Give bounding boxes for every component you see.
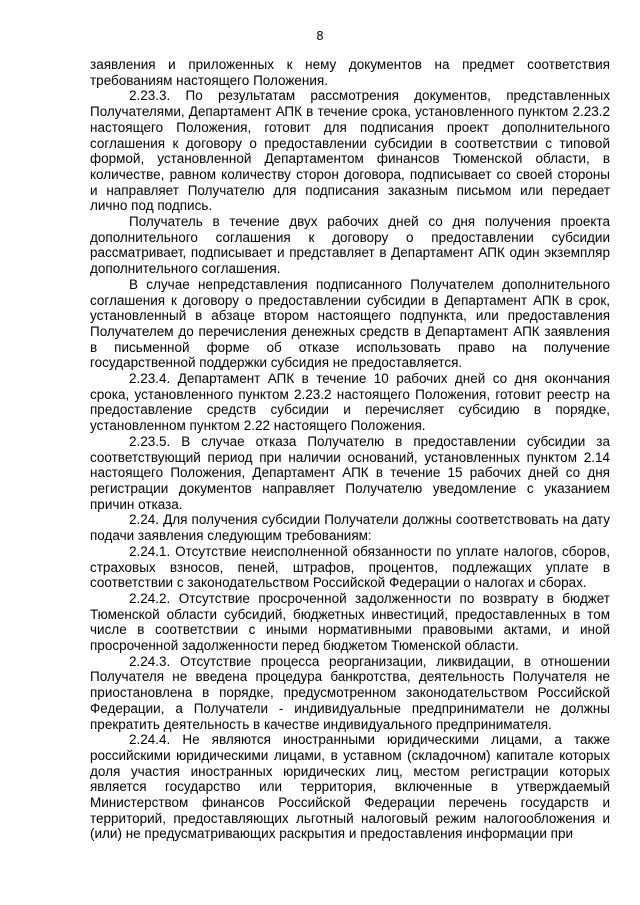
paragraph: заявления и приложенных к нему документов на предмет соответствия требованиям настоящего Положения. bbox=[90, 57, 610, 88]
paragraph: 2.23.4. Департамент АПК в течение 10 рабочих дней со дня окончания срока, установленного пунктом 2.23.2 настоящего Положения, готовит реестр на предоставление средств субсидии и перечисляет субсидию в порядке, установленном пунктом 2.22 настоящего Положения. bbox=[90, 371, 610, 434]
paragraph: В случае непредставления подписанного Получателем дополнительного соглашения к договору о предоставлении субсидии в Департамент АПК в срок, установленный в абзаце втором настоящего подпункта, или предоставления Получателем до перечисления денежных средств в Департамент АПК заявления в письменной форме об отказе использовать право на получение государственной поддержки субсидия не предоставляется. bbox=[90, 276, 610, 371]
paragraph: 2.24.3. Отсутствие процесса реорганизации, ликвидации, в отношении Получателя не введена процедура банкротства, деятельность Получателя не приостановлена в порядке, предусмотренном законодательством Российской Федерации, а Получатели - индивидуальные предприниматели не должны прекратить деятельность в качестве индивидуального предпринимателя. bbox=[90, 653, 610, 732]
paragraph: 2.23.5. В случае отказа Получателю в предоставлении субсидии за соответствующий период при наличии оснований, установленных пунктом 2.14 настоящего Положения, Департамент АПК в течение 15 рабочих дней со дня регистрации документов направляет Получателю уведомление с указанием причин отказа. bbox=[90, 433, 610, 512]
page-number: 8 bbox=[316, 29, 324, 43]
paragraph: 2.24.4. Не являются иностранными юридическими лицами, а также российскими юридическими лицами, в уставном (складочном) капитале которых доля участия иностранных юридических лиц, местом регистрации которых является государство или территория, включенные в утверждаемый Министерством финансов Российской Федерации перечень государств и территорий, предоставляющих льготный налоговый режим налогообложения и (или) не предусматривающих раскрытия и предоставления информации при bbox=[90, 732, 610, 842]
paragraph: 2.24. Для получения субсидии Получатели должны соответствовать на дату подачи заявления следующим требованиям: bbox=[90, 512, 610, 544]
paragraph: 2.24.2. Отсутствие просроченной задолженности по возврату в бюджет Тюменской области субсидий, бюджетных инвестиций, предоставленных в том числе в соответствии с иными нормативными правовыми актами, и иной просроченной задолженности перед бюджетом Тюменской области. bbox=[90, 590, 610, 654]
document-body bbox=[90, 57, 610, 842]
paragraph: 2.24.1. Отсутствие неисполненной обязанности по уплате налогов, сборов, страховых взносов, пеней, штрафов, процентов, подлежащих уплате в соответствии с законодательством Российской Федерации о налогах и сборах. bbox=[90, 543, 610, 591]
paragraph: Получатель в течение двух рабочих дней со дня получения проекта дополнительного соглашения к договору о предоставлении субсидии рассматривает, подписывает и представляет в Департамент АПК один экземпляр дополнительного соглашения. bbox=[90, 214, 610, 277]
paragraph: 2.23.3. По результатам рассмотрения документов, представленных Получателями, Департамент АПК в течение срока, установленного пунктом 2.23.2 настоящего Положения, готовит для подписания проект дополнительного соглашения к договору о предоставлении субсидии в соответствии с типовой формой, установленной Департаментом финансов Тюменской области, в количестве, равном количеству сторон договора, подписывает со своей стороны и направляет Получателю для подписания заказным письмом или передает лично под подпись. bbox=[90, 88, 610, 214]
